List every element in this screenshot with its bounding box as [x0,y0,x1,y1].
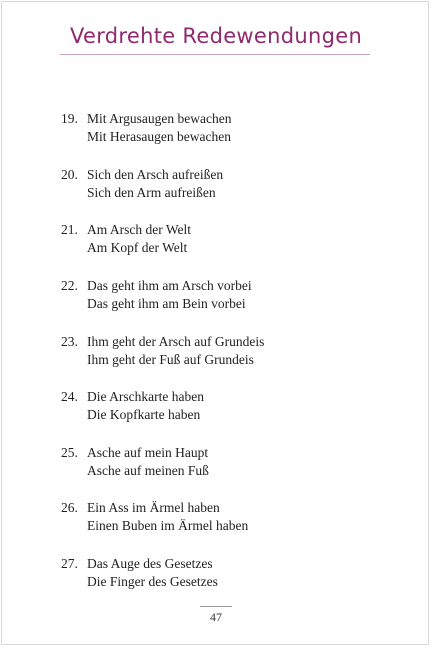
entry-original: Mit Argusaugen bewachen [87,111,232,126]
entry-twisted: Sich den Arm aufreißen [87,185,216,200]
entry-number: 23. [61,334,78,349]
entry-original: Asche auf mein Haupt [87,445,209,460]
entry-original: Die Arschkarte haben [87,389,204,404]
entry-number: 25. [61,445,78,460]
entry-twisted: Die Kopfkarte haben [87,407,201,422]
entry-original: Ihm geht der Arsch auf Grundeis [87,334,265,349]
entry-number: 20. [61,167,78,182]
entry-twisted: Die Finger des Gesetzes [87,574,218,589]
entry-twisted: Einen Buben im Ärmel haben [87,518,249,533]
entry-twisted: Ihm geht der Fuß auf Grundeis [87,352,254,367]
entry-number: 26. [61,500,78,515]
footer-divider [200,606,232,607]
entry-number: 21. [61,222,78,237]
entry-original: Am Arsch der Welt [87,222,192,237]
entry-original: Das geht ihm am Arsch vorbei [87,278,252,293]
entry-number: 19. [61,111,78,126]
entry-twisted: Am Kopf der Welt [87,240,188,255]
entry-number: 27. [61,556,78,571]
entry-number: 22. [61,278,78,293]
page-title: Verdrehte Redewendungen [69,24,363,48]
entry-original: Sich den Arsch aufreißen [87,167,224,182]
entry-number: 24. [61,389,78,404]
entry-twisted: Asche auf meinen Fuß [87,463,209,478]
entry-original: Ein Ass im Ärmel haben [87,500,220,515]
entry-twisted: Das geht ihm am Bein vorbei [87,296,246,311]
page-number: 47 [210,610,222,624]
entry-original: Das Auge des Gesetzes [87,556,213,571]
entry-twisted: Mit Herasaugen bewachen [87,129,231,144]
